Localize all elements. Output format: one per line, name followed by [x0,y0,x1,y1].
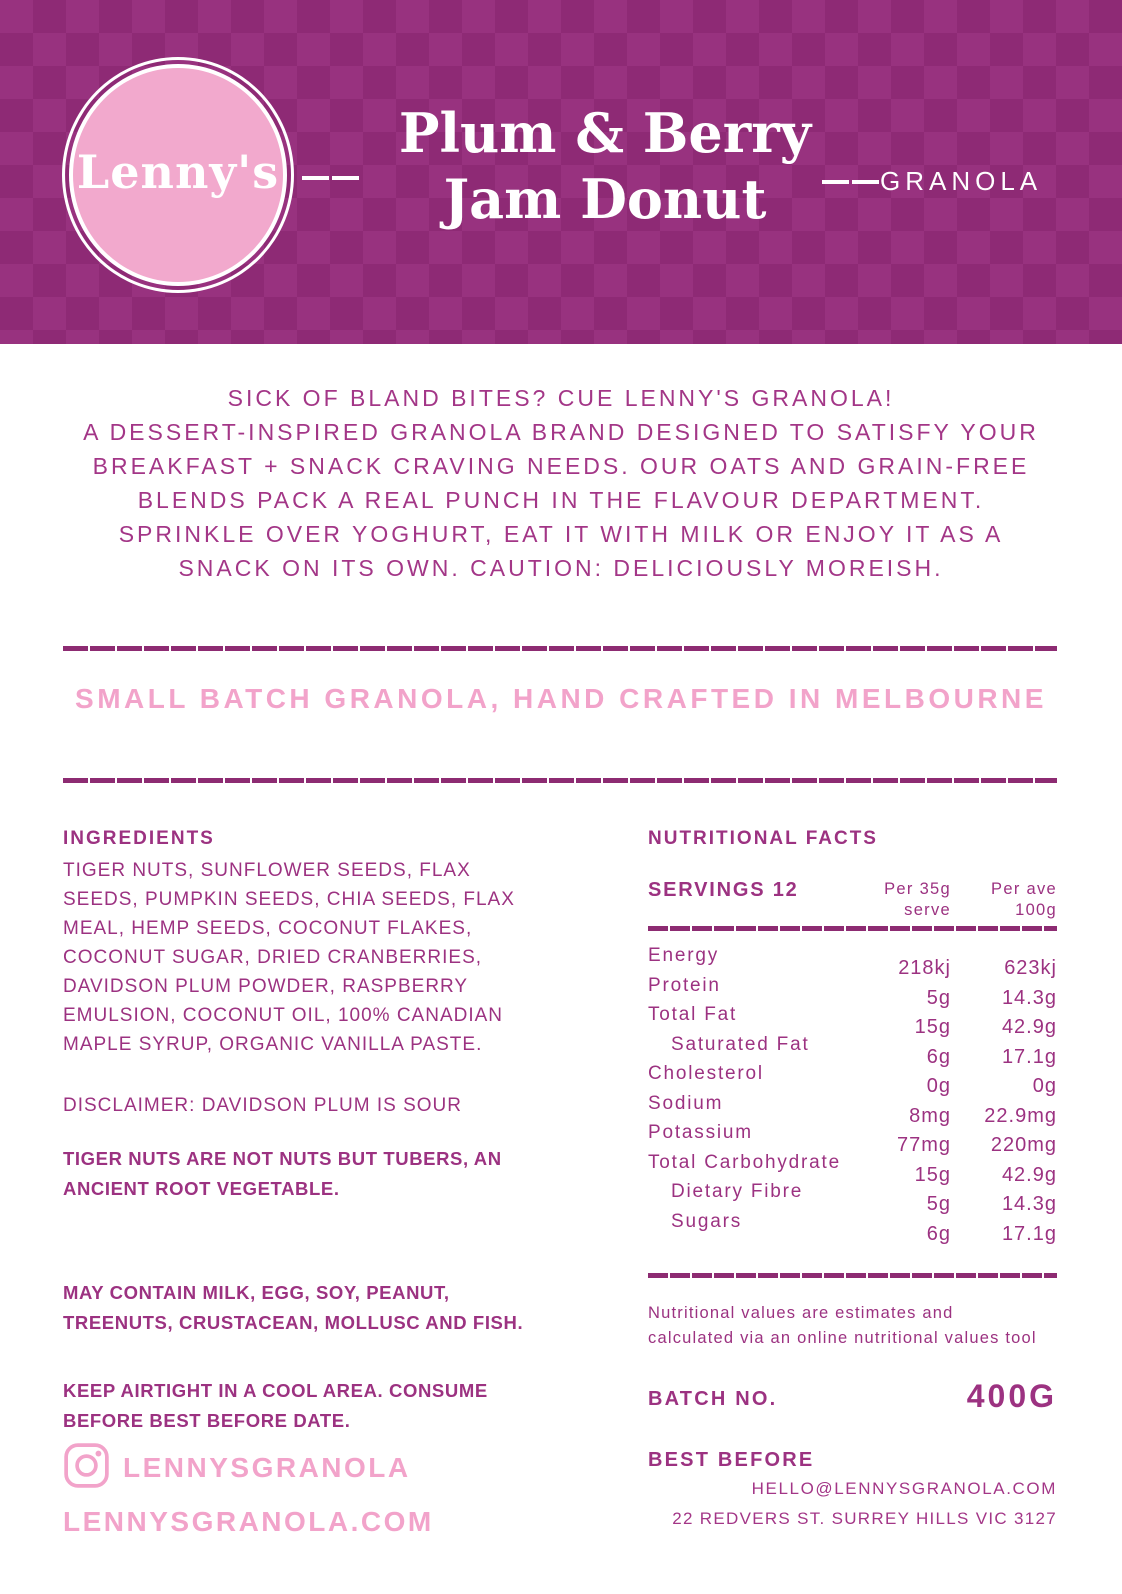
nutrition-row-100g-value: 17.1g [1001,1222,1057,1245]
details-columns [63,828,1057,1472]
tiger-nuts-note: TIGER NUTS ARE NOT NUTS BUT TUBERS, AN ANCIENT ROOT VEGETABLE. [63,1148,502,1199]
nutrition-heading: NUTRITIONAL FACTS [648,828,878,849]
intro-line: BLENDS PACK A REAL PUNCH IN THE FLAVOUR DEPARTMENT. [137,487,985,513]
dash-divider-left [302,176,360,180]
nutrition-note-line2: calculated via an online nutritional values tool [648,1329,1037,1347]
ingredients-list: TIGER NUTS, SUNFLOWER SEEDS, FLAX SEEDS, PUMPKIN SEEDS, CHIA SEEDS, FLAX MEAL, HEMP SEEDS, COCONUT FLAKES, COCONUT SUGAR, DRIED CRANBERRIES, DAVIDSON PLUM POWDER, RASPBERRY EMULSION, COCONUT OIL, 100% CANADIAN MAPLE SYRUP, ORGANIC VANILLA PASTE. [63,860,515,1055]
nutrition-row-label: Dietary Fibre [671,1181,804,1202]
nutrition-row-serve-value: 15g [914,1163,951,1186]
nutrition-row-label: Energy [648,945,720,966]
product-title-line1: Plum & Berry [398,101,812,165]
intro-line: SICK OF BLAND BITES? CUE LENNY'S GRANOLA! [227,385,895,411]
divider-top [63,646,1057,651]
dash-divider-right [822,180,880,184]
nutrition-row-label: Saturated Fat [671,1033,810,1055]
footer-contact-block [672,1442,1057,1529]
nutrition-row-label: Sodium [648,1092,724,1114]
website-url: LENNYSGRANOLA.COM [63,1506,434,1537]
nutrition-row-serve-value: 218kj [898,957,951,979]
header-band [0,0,1122,344]
intro-line: A DESSERT-INSPIRED GRANOLA BRAND DESIGNED TO SATISFY YOUR [83,419,1039,445]
nutrition-row-100g-value: 42.9g [1001,1016,1057,1038]
footer-social-block [63,1442,434,1538]
nutrition-row-serve-value: 5g [926,986,951,1009]
column-header-per-100g-line2: 100g [1015,901,1057,919]
nutrition-row-label: Cholesterol [648,1063,764,1084]
nutrition-row-100g-value: 0g [1032,1075,1057,1097]
nutrition-row-serve-value: 77mg [896,1134,951,1156]
storage-instructions: KEEP AIRTIGHT IN A COOL AREA. CONSUME BEFORE BEST BEFORE DATE. [63,1380,488,1431]
net-weight: 400G [966,1378,1057,1414]
nutrition-note-line1: Nutritional values are estimates and [648,1304,954,1322]
nutrition-table-header [648,879,1057,921]
nutrition-table [648,945,1057,1245]
nutrition-row-100g-value: 623kj [1004,957,1057,979]
product-title-line2: Jam Donut [443,167,767,231]
best-before-label: BEST BEFORE [648,1449,815,1471]
divider-bottom [63,778,1057,783]
intro-copy [0,381,1122,585]
nutrition-row-100g-value: 14.3g [1001,1193,1057,1215]
nutrition-row-serve-value: 5g [926,1193,951,1215]
column-header-per-serve-line2: serve [904,901,951,919]
intro-line: SNACK ON ITS OWN. CAUTION: DELICIOUSLY MOREISH. [178,555,944,581]
disclaimer-text: DISCLAIMER: DAVIDSON PLUM IS SOUR [63,1095,462,1116]
column-header-per-serve [861,879,951,921]
nutrition-note [648,1301,1057,1351]
nutrition-row-serve-value: 6g [926,1045,951,1068]
column-header-per-100g [951,879,1057,921]
contact-address: 22 REDVERS ST. SURREY HILLS VIC 3127 [672,1509,1057,1528]
brand-name: Lenny's [76,145,280,199]
nutrition-row-label: Total Fat [648,1004,738,1025]
brand-logo [62,57,294,293]
intro-line: SPRINKLE OVER YOGHURT, EAT IT WITH MILK OR ENJOY IT AS A [118,521,1004,547]
nutrition-row [648,945,1057,979]
tagline: SMALL BATCH GRANOLA, HAND CRAFTED IN MELBOURNE [75,683,1047,714]
nutrition-row-label: Potassium [648,1122,753,1143]
batch-no-label: BATCH NO. [648,1388,778,1410]
product-title [395,100,815,232]
nutrition-row-label: Sugars [671,1210,743,1232]
column-header-per-serve-line1: Per 35g [884,880,951,898]
nutrition-row-serve-value: 15g [914,1016,951,1038]
nutrition-row-100g-value: 17.1g [1001,1045,1057,1068]
ingredients-column [63,828,541,1472]
ingredients-heading: INGREDIENTS [63,828,215,849]
nutrition-row-label: Total Carbohydrate [648,1151,841,1173]
contact-email: HELLO@LENNYSGRANOLA.COM [751,1479,1057,1498]
nutrition-row-serve-value: 8mg [909,1104,951,1127]
nutrition-divider-bottom [648,1273,1057,1278]
nutrition-row-serve-value: 0g [926,1075,951,1097]
instagram-icon [63,1442,110,1494]
nutrition-row-100g-value: 22.9mg [984,1104,1057,1127]
nutrition-row-100g-value: 14.3g [1001,986,1057,1009]
brand-logo-circle [69,64,287,286]
nutrition-row-100g-value: 220mg [990,1134,1057,1156]
nutrition-row-label: Protein [648,974,721,996]
nutrition-row-serve-value: 6g [926,1222,951,1245]
intro-line: BREAKFAST + SNACK CRAVING NEEDS. OUR OATS AND GRAIN-FREE [92,453,1030,479]
instagram-row [63,1442,434,1494]
instagram-handle: LENNYSGRANOLA [123,1452,411,1483]
nutrition-row-100g-value: 42.9g [1001,1163,1057,1186]
nutrition-column [648,828,1057,1472]
footer [63,1442,1057,1538]
category-label: GRANOLA [880,166,1043,196]
servings-label: SERVINGS 12 [648,879,799,901]
allergen-warning: MAY CONTAIN MILK, EGG, SOY, PEANUT, TREENUTS, CRUSTACEAN, MOLLUSC AND FISH. [63,1282,524,1333]
batch-row [648,1378,1057,1415]
column-header-per-100g-line1: Per ave [991,880,1057,898]
nutrition-divider-top [648,926,1057,931]
